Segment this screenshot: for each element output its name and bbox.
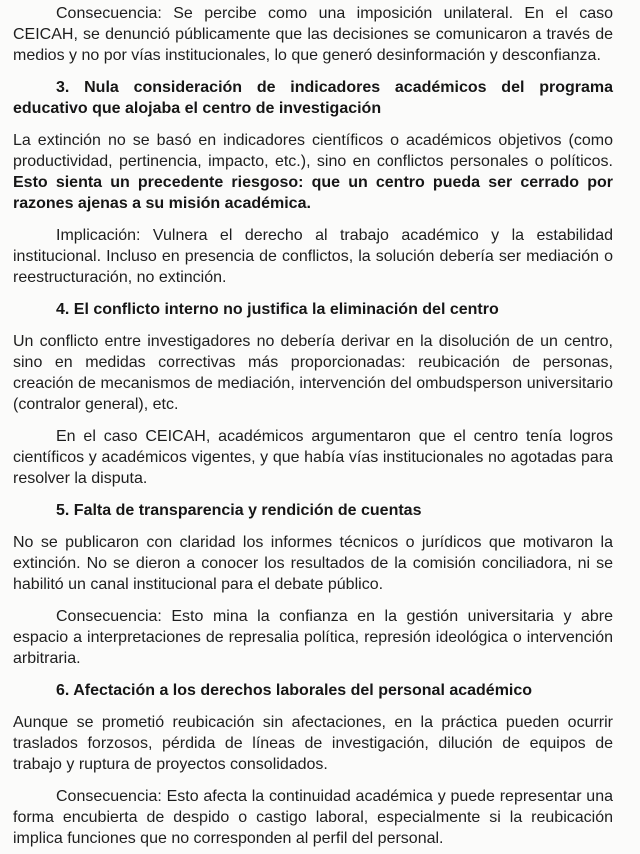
paragraph-internal-conflict: Un conflicto entre investigadores no debería derivar en la disolución de un centro, sino en medidas correctivas más proporcionadas: reubicación de personas, creación de mecanismos de mediación, intervención del ombudsperson universitario (contralor general), etc. bbox=[13, 333, 613, 413]
heading-section-5: 5. Falta de transparencia y rendición de cuentas bbox=[56, 502, 422, 519]
paragraph-transparency: No se publicaron con claridad los informes técnicos o jurídicos que motivaron la extinción. No se dieron a conocer los resultados de la comisión conciliadora, ni se habilitó un canal institucional para el debate público. bbox=[13, 534, 613, 593]
heading-section-4: 4. El conflicto interno no justifica la eliminación del centro bbox=[56, 301, 499, 318]
text-run-bold-precedent: Esto sienta un precedente riesgoso: que un centro pueda ser cerrado por razones ajenas a su misión académica. bbox=[13, 174, 613, 212]
paragraph-consequence-continuity: Consecuencia: Esto afecta la continuidad académica y puede representar una forma encubierta de despido o castigo laboral, especialmente si la reubicación implica funciones que no corresponden al perfil del personal. bbox=[13, 788, 613, 847]
paragraph-consequence-imposition: Consecuencia: Se percibe como una imposición unilateral. En el caso CEICAH, se denunció públicamente que las decisiones se comunicaron a través de medios y no por vías institucionales, lo que generó desinformación y desconfianza. bbox=[13, 5, 613, 64]
heading-section-3: 3. Nula consideración de indicadores académicos del programa educativo que alojaba el centro de investigación bbox=[13, 79, 613, 117]
paragraph-extinction-indicators bbox=[13, 130, 613, 214]
text-run-regular: La extinción no se basó en indicadores científicos o académicos objetivos (como productividad, pertinencia, impacto, etc.), sino en conflictos personales o políticos. bbox=[13, 132, 613, 170]
paragraph-ceicah-case: En el caso CEICAH, académicos argumentaron que el centro tenía logros científicos y académicos vigentes, y que había vías institucionales no agotadas para resolver la disputa. bbox=[13, 428, 613, 487]
heading-section-6: 6. Afectación a los derechos laborales del personal académico bbox=[56, 682, 533, 699]
paragraph-consequence-trust: Consecuencia: Esto mina la confianza en la gestión universitaria y abre espacio a interpretaciones de represalia política, represión ideológica o intervención arbitraria. bbox=[13, 608, 613, 667]
paragraph-implication: Implicación: Vulnera el derecho al trabajo académico y la estabilidad institucional. Incluso en presencia de conflictos, la solución debería ser mediación o reestructuración, no extinción. bbox=[13, 227, 613, 286]
paragraph-labor-rights: Aunque se prometió reubicación sin afectaciones, en la práctica pueden ocurrir traslados forzosos, pérdida de líneas de investigación, dilución de equipos de trabajo y ruptura de proyectos consolidados. bbox=[13, 714, 613, 773]
